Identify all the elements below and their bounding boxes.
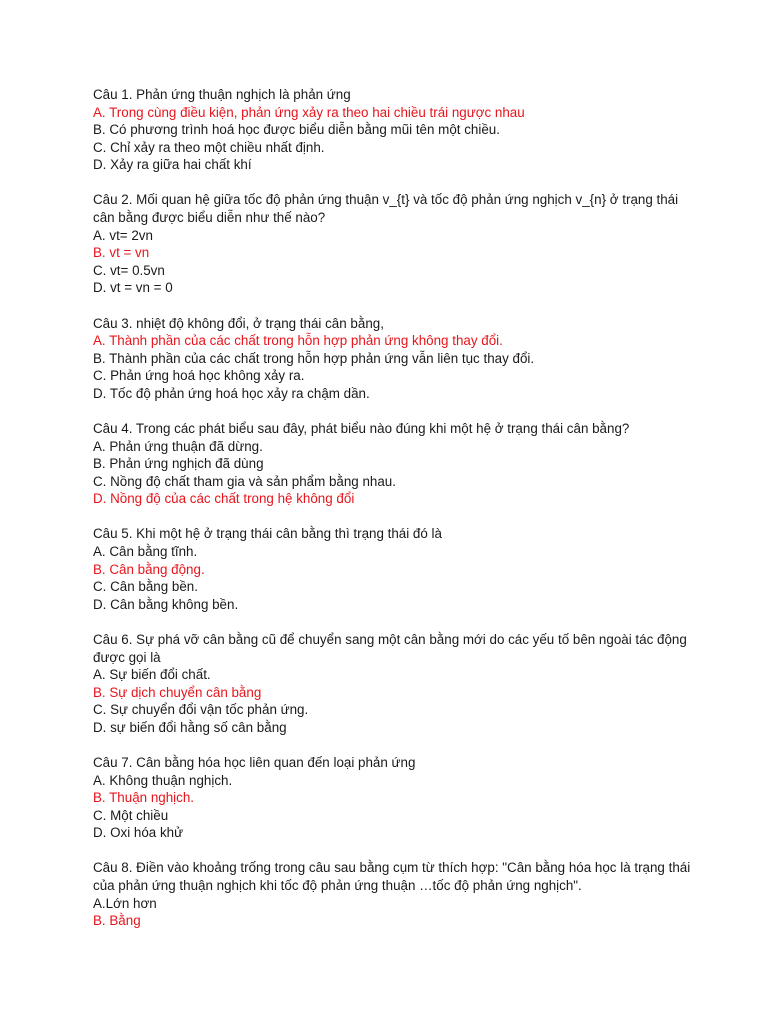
option-c: C. Chỉ xảy ra theo một chiều nhất định. [93,139,325,155]
option-a-correct: A. Trong cùng điều kiện, phản ứng xảy ra theo hai chiều trái ngược nhau [93,104,525,120]
question-stem: Câu 2. Mối quan hệ giữa tốc độ phản ứng thuận v_{t} và tốc độ phản ứng nghịch v_{n} ở trạng thái cân bằng được biểu diễn như thế nào? [93,192,679,226]
question-stem: Câu 5. Khi một hệ ở trạng thái cân bằng thì trạng thái đó là [93,526,442,542]
question-stem: Câu 1. Phản ứng thuận nghịch là phản ứng [93,87,351,102]
option-a: A. Sự biến đổi chất. [93,667,211,683]
option-a: A. vt= 2vn [93,227,153,243]
option-b: B. Phản ứng nghịch đã dùng [93,456,264,472]
option-d: D. sự biến đổi hằng số cân bằng [93,719,287,735]
question-3 [93,315,693,403]
option-c: C. vt= 0.5vn [93,262,165,278]
question-7 [93,754,693,842]
question-stem: Câu 8. Điền vào khoảng trống trong câu sau bằng cụm từ thích hợp: "Cân bằng hóa học là trạng thái của phản ứng thuận nghịch khi tốc độ phản ứng thuận …tốc độ phản ứng nghịch". [93,860,691,894]
question-8 [93,859,693,929]
option-c: C. Sự chuyển đổi vận tốc phản ứng. [93,702,309,718]
option-a-correct: A. Thành phần của các chất trong hỗn hợp phản ứng không thay đổi. [93,333,503,349]
option-b-correct: B. Bằng [93,913,141,929]
option-c: C. Cân bằng bền. [93,579,198,595]
quiz-document [93,86,693,947]
option-d: D. Xảy ra giữa hai chất khí [93,157,252,173]
question-6 [93,631,693,737]
question-stem: Câu 7. Cân bằng hóa học liên quan đến loại phản ứng [93,755,416,770]
option-d: D. Tốc độ phản ứng hoá học xảy ra chậm dần. [93,385,370,401]
option-a: A. Phản ứng thuận đã dừng. [93,438,263,454]
option-a: A.Lớn hơn [93,895,157,911]
option-b: B. Thành phần của các chất trong hỗn hợp phản ứng vẫn liên tục thay đổi. [93,350,535,366]
option-c: C. Nồng độ chất tham gia và sản phẩm bằng nhau. [93,473,396,489]
question-2 [93,191,693,297]
option-d: D. Oxi hóa khử [93,825,184,841]
option-b-correct: B. Cân bằng động. [93,561,205,577]
question-stem: Câu 4. Trong các phát biểu sau đây, phát biểu nào đúng khi một hệ ở trạng thái cân bằng? [93,421,630,436]
option-b-correct: B. Thuận nghịch. [93,790,194,806]
question-1 [93,86,693,174]
option-a: A. Cân bằng tĩnh. [93,544,198,560]
option-c: C. Phản ứng hoá học không xảy ra. [93,368,305,384]
option-d-correct: D. Nồng độ của các chất trong hệ không đổi [93,491,355,507]
question-stem: Câu 3. nhiệt độ không đổi, ở trạng thái cân bằng, [93,315,384,331]
option-d: D. Cân bằng không bền. [93,596,239,612]
option-b-correct: B. Sự dịch chuyển cân bằng [93,684,262,700]
option-d: D. vt = vn = 0 [93,280,173,296]
question-5 [93,525,693,613]
option-c: C. Một chiều [93,807,169,823]
option-a: A. Không thuận nghịch. [93,772,233,788]
option-b: B. Có phương trình hoá học được biểu diễn bằng mũi tên một chiều. [93,122,500,138]
question-stem: Câu 6. Sự phá vỡ cân bằng cũ để chuyển sang một cân bằng mới do các yếu tố bên ngoài tác động được gọi là [93,631,687,665]
option-b-correct: B. vt = vn [93,245,150,261]
question-4 [93,420,693,508]
